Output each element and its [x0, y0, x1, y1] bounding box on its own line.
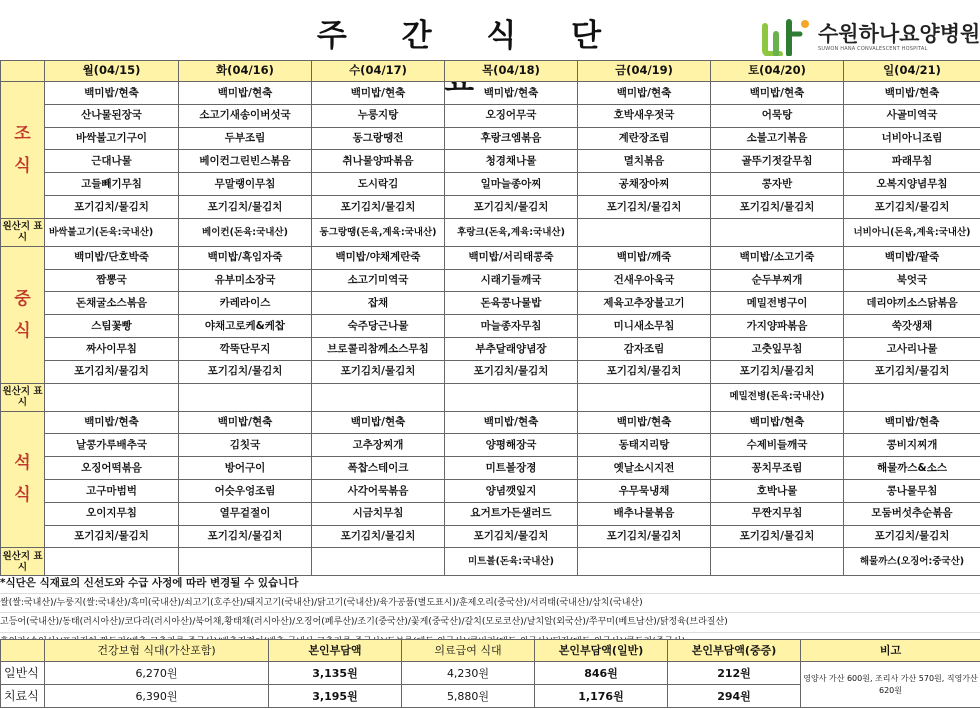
menu-item: 백미밥/현축 — [179, 82, 312, 105]
menu-item: 우무묵냉채 — [578, 479, 711, 502]
menu-item: 부추달래양념장 — [445, 337, 578, 360]
menu-item: 호박새우젓국 — [578, 104, 711, 127]
origin-cell — [578, 218, 711, 246]
menu-item: 카레라이스 — [179, 292, 312, 315]
menu-item: 백미밥/흑임자죽 — [179, 246, 312, 269]
day-header: 금(04/19) — [578, 61, 711, 82]
cost-row-label: 치료식 — [1, 685, 45, 708]
weekly-menu-table — [0, 60, 980, 576]
origin-cell — [445, 383, 578, 411]
menu-item: 백미밥/현축 — [179, 411, 312, 434]
cost-cell: 3,195원 — [269, 685, 402, 708]
menu-item: 포기김치/물김치 — [844, 525, 980, 548]
menu-item: 백미밥/현축 — [312, 82, 445, 105]
menu-item: 도시락김 — [312, 173, 445, 196]
meal-label — [1, 82, 45, 219]
note-line: 쌀(쌀:국내산)/누룽지(쌀:국내산)/흑미(국내산)/쇠고기(호주산)/돼지고기(국내산)/닭고기(국내산)/육가공품(별도표시)/훈제오리(중국산)/서리태(국내산)/삼치(국내산) — [0, 594, 980, 614]
menu-item: 짬뽕국 — [45, 269, 179, 292]
menu-item: 포기김치/물김치 — [844, 195, 980, 218]
menu-item: 잡채 — [312, 292, 445, 315]
menu-item: 메밀전병구이 — [711, 292, 844, 315]
origin-cell — [711, 218, 844, 246]
origin-cell — [711, 548, 844, 576]
menu-item: 포기김치/물김치 — [179, 195, 312, 218]
menu-item: 소고기미역국 — [312, 269, 445, 292]
meal-label-char: 식 — [14, 320, 31, 341]
menu-item: 제육고추장불고기 — [578, 292, 711, 315]
menu-item: 포기김치/물김치 — [445, 195, 578, 218]
hana-logo-icon — [762, 16, 814, 56]
origin-cell: 너비아니(돈육,계육:국내산) — [844, 218, 980, 246]
menu-item: 백미밥/단호박죽 — [45, 246, 179, 269]
menu-item: 열무겉절이 — [179, 502, 312, 525]
menu-item: 산나물된장국 — [45, 104, 179, 127]
menu-item: 백미밥/현축 — [45, 82, 179, 105]
menu-item: 양평해장국 — [445, 434, 578, 457]
meal-label-char: 식 — [14, 155, 31, 176]
menu-item: 브로콜리참께소스무침 — [312, 337, 445, 360]
day-header: 목(04/18) — [445, 61, 578, 82]
menu-item: 시래기들깨국 — [445, 269, 578, 292]
menu-item: 깍뚝단무지 — [179, 337, 312, 360]
origin-cell — [45, 383, 179, 411]
menu-item: 백미밥/현축 — [445, 411, 578, 434]
menu-item: 너비아니조림 — [844, 127, 980, 150]
menu-item: 시금치무침 — [312, 502, 445, 525]
menu-item: 돈채굴소스볶음 — [45, 292, 179, 315]
cost-row-label: 일반식 — [1, 662, 45, 685]
menu-item: 포기김치/물김치 — [578, 195, 711, 218]
note-line: 고등어(국내산)/동태(러시아산)/코다리(러시아산)/북어채,황태채(러시아산)/오징어(페루산)/조기(중국산)/꽃게(중국산)/갈치(모로코산)/날치알(외국산)/쭈꾸미(베트남산)/닭정육(브라질산) — [0, 613, 980, 633]
menu-item: 오복지양념무침 — [844, 173, 980, 196]
menu-item: 무말랭이무침 — [179, 173, 312, 196]
cost-header: 의료급여 식대 — [402, 640, 535, 662]
menu-item: 오징어떡볶음 — [45, 457, 179, 480]
menu-item: 포기김치/물김치 — [578, 360, 711, 383]
meal-label-char: 조 — [14, 123, 31, 144]
menu-item: 해물까스&소스 — [844, 457, 980, 480]
menu-item: 오징어무국 — [445, 104, 578, 127]
menu-item: 포기김치/물김치 — [312, 525, 445, 548]
menu-item: 백미밥/현축 — [312, 411, 445, 434]
menu-item: 방어구이 — [179, 457, 312, 480]
cost-header — [1, 640, 45, 662]
menu-item: 포기김치/물김치 — [179, 360, 312, 383]
menu-item: 백미밥/야채계란죽 — [312, 246, 445, 269]
menu-item: 백미밥/서리태콩죽 — [445, 246, 578, 269]
menu-item: 백미밥/현축 — [844, 82, 980, 105]
menu-item: 고추장찌개 — [312, 434, 445, 457]
menu-item: 꽁치무조림 — [711, 457, 844, 480]
origin-label: 원산지 표시 — [1, 218, 45, 246]
menu-item: 가지양파볶음 — [711, 315, 844, 338]
menu-item: 건새우아욱국 — [578, 269, 711, 292]
menu-item: 고춧잎무침 — [711, 337, 844, 360]
menu-item: 순두부찌개 — [711, 269, 844, 292]
menu-item: 어슷우엉조림 — [179, 479, 312, 502]
menu-item: 취나물양파볶음 — [312, 150, 445, 173]
menu-item: 포기김치/물김치 — [711, 360, 844, 383]
menu-item: 백미밥/팥죽 — [844, 246, 980, 269]
cost-header: 본인부담액(중증) — [668, 640, 801, 662]
menu-item: 고사리나물 — [844, 337, 980, 360]
day-header: 토(04/20) — [711, 61, 844, 82]
menu-item: 모둠버섯추순볶음 — [844, 502, 980, 525]
menu-item: 포기김치/물김치 — [312, 195, 445, 218]
day-header: 일(04/21) — [844, 61, 980, 82]
meal-label-char: 석 — [14, 453, 31, 474]
cost-cell: 3,135원 — [269, 662, 402, 685]
menu-item: 백미밥/현축 — [45, 411, 179, 434]
menu-item: 누룽지탕 — [312, 104, 445, 127]
menu-item: 사골미역국 — [844, 104, 980, 127]
menu-item: 고들빼기무침 — [45, 173, 179, 196]
menu-item: 수제비들깨국 — [711, 434, 844, 457]
menu-item: 파래무침 — [844, 150, 980, 173]
menu-item: 폭찹스테이크 — [312, 457, 445, 480]
meal-label-char: 중 — [14, 288, 31, 309]
menu-item: 백미밥/현축 — [711, 82, 844, 105]
page-title: 주 간 식 단 — [316, 18, 624, 54]
menu-item: 포기김치/물김치 — [45, 195, 179, 218]
menu-item: 두부조림 — [179, 127, 312, 150]
cost-cell: 1,176원 — [535, 685, 668, 708]
menu-item: 포기김치/물김치 — [312, 360, 445, 383]
cost-cell: 846원 — [535, 662, 668, 685]
origin-cell — [578, 383, 711, 411]
menu-item: 베이컨그린빈스볶음 — [179, 150, 312, 173]
origin-cell — [578, 548, 711, 576]
origin-label: 원산지 표시 — [1, 383, 45, 411]
origin-cell: 베이컨(돈육:국내산) — [179, 218, 312, 246]
hospital-logo — [762, 16, 978, 56]
meal-cost-table — [0, 639, 980, 708]
origin-cell — [179, 383, 312, 411]
origin-cell: 해물까스(오징어:중국산) — [844, 548, 980, 576]
cost-cell: 6,390원 — [45, 685, 269, 708]
menu-item: 콩자반 — [711, 173, 844, 196]
menu-item: 콩나물무침 — [844, 479, 980, 502]
menu-item: 포기김치/물김치 — [844, 360, 980, 383]
menu-item: 근대나물 — [45, 150, 179, 173]
menu-item: 오이지무침 — [45, 502, 179, 525]
menu-item: 북엇국 — [844, 269, 980, 292]
menu-item: 동태지리탕 — [578, 434, 711, 457]
cost-header: 비고 — [801, 640, 980, 662]
menu-item: 날콩가루배추국 — [45, 434, 179, 457]
menu-item: 데리야끼소스닭볶음 — [844, 292, 980, 315]
menu-item: 감자조림 — [578, 337, 711, 360]
menu-item: 골뚜기젓갈무침 — [711, 150, 844, 173]
menu-item: 백미밥/현축 — [445, 82, 578, 105]
menu-item: 포기김치/물김치 — [578, 525, 711, 548]
menu-item: 백미밥/현축 — [578, 411, 711, 434]
menu-item: 양념깻잎지 — [445, 479, 578, 502]
hospital-name-en: SUWON HANA CONVALESCENT HOSPITAL — [818, 46, 928, 52]
cost-header: 본인부담액(일반) — [535, 640, 668, 662]
menu-item: 바싹불고기구이 — [45, 127, 179, 150]
cost-header: 건강보험 식대(가산포함) — [45, 640, 269, 662]
menu-item: 미니새소무침 — [578, 315, 711, 338]
corner-cell — [1, 61, 45, 82]
origin-cell: 미트볼(돈육:국내산) — [445, 548, 578, 576]
menu-item: 야채고로케&케찹 — [179, 315, 312, 338]
menu-item: 쑥갓생채 — [844, 315, 980, 338]
menu-item: 요거트가든샐러드 — [445, 502, 578, 525]
origin-cell — [312, 548, 445, 576]
cost-cell: 212원 — [668, 662, 801, 685]
cost-cell: 5,880원 — [402, 685, 535, 708]
meal-label — [1, 246, 45, 383]
origin-cell — [179, 548, 312, 576]
menu-item: 일마늘종아찌 — [445, 173, 578, 196]
menu-item: 멸치볶음 — [578, 150, 711, 173]
meal-label-char: 식 — [14, 485, 31, 506]
menu-item: 사각어묵볶음 — [312, 479, 445, 502]
menu-item: 포기김치/물김치 — [45, 525, 179, 548]
hospital-name: 수원하나요양병원 — [818, 22, 980, 46]
menu-item: 소불고기볶음 — [711, 127, 844, 150]
menu-item: 짜사이무침 — [45, 337, 179, 360]
menu-item: 옛날소시지전 — [578, 457, 711, 480]
origin-cell: 후랑크(돈육,계육:국내산) — [445, 218, 578, 246]
menu-item: 김칫국 — [179, 434, 312, 457]
menu-item: 포기김치/물김치 — [711, 525, 844, 548]
menu-item: 마늘종자무침 — [445, 315, 578, 338]
day-header: 월(04/15) — [45, 61, 179, 82]
menu-item: 동그랑땡전 — [312, 127, 445, 150]
origin-label: 원산지 표시 — [1, 548, 45, 576]
cost-note: 영양사 가산 600원, 조리사 가산 570원, 직영가산 620원 — [801, 662, 980, 708]
origin-cell — [312, 383, 445, 411]
menu-item: 청경채나물 — [445, 150, 578, 173]
menu-item: 어묵탕 — [711, 104, 844, 127]
cost-cell: 6,270원 — [45, 662, 269, 685]
menu-item: 포기김치/물김치 — [711, 195, 844, 218]
menu-item: 백미밥/깨죽 — [578, 246, 711, 269]
menu-item: 포기김치/물김치 — [179, 525, 312, 548]
menu-item: 고구마범벅 — [45, 479, 179, 502]
menu-item: 소고기새송이버섯국 — [179, 104, 312, 127]
menu-item: 공채장아찌 — [578, 173, 711, 196]
menu-item: 돈육콩나물밥 — [445, 292, 578, 315]
day-header: 화(04/16) — [179, 61, 312, 82]
menu-item: 유부미소장국 — [179, 269, 312, 292]
menu-item: 무짠지무침 — [711, 502, 844, 525]
cost-header: 본인부담액 — [269, 640, 402, 662]
menu-item: 미트볼장졍 — [445, 457, 578, 480]
meal-label — [1, 411, 45, 548]
cost-cell: 294원 — [668, 685, 801, 708]
menu-item: 호박나물 — [711, 479, 844, 502]
cost-cell: 4,230원 — [402, 662, 535, 685]
menu-item: 백미밥/현축 — [844, 411, 980, 434]
origin-cell — [45, 548, 179, 576]
origin-cell — [844, 383, 980, 411]
day-header: 수(04/17) — [312, 61, 445, 82]
menu-item: 숙주당근나물 — [312, 315, 445, 338]
menu-item: 후랑크엠볶음 — [445, 127, 578, 150]
menu-item: 포기김치/물김치 — [445, 360, 578, 383]
menu-item: 계란장조림 — [578, 127, 711, 150]
menu-item: 포기김치/물김치 — [445, 525, 578, 548]
note-line: *식단은 식재료의 신선도와 수급 사정에 따라 변경될 수 있습니다 — [0, 574, 980, 594]
menu-item: 백미밥/소고기죽 — [711, 246, 844, 269]
menu-item: 백미밥/현축 — [578, 82, 711, 105]
menu-item: 배추나물볶음 — [578, 502, 711, 525]
origin-cell: 동그랑땡(돈육,계육:국내산) — [312, 218, 445, 246]
origin-cell: 메밀전병(돈육:국내산) — [711, 383, 844, 411]
menu-item: 스팀꽃빵 — [45, 315, 179, 338]
menu-item: 포기김치/물김치 — [45, 360, 179, 383]
menu-item: 콩비지찌개 — [844, 434, 980, 457]
origin-cell: 바싹불고기(돈육:국내산) — [45, 218, 179, 246]
menu-item: 백미밥/현축 — [711, 411, 844, 434]
